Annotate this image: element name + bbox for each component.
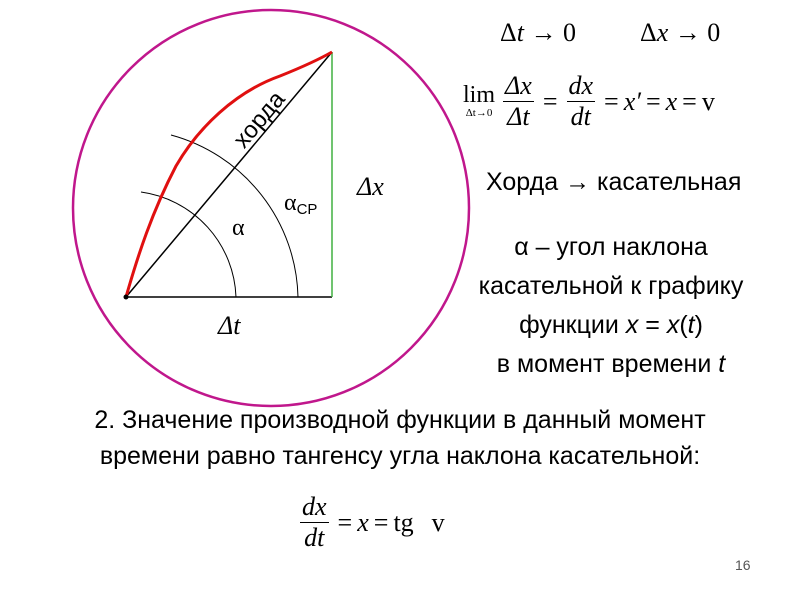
delta-fraction-den: Δt (507, 102, 530, 131)
tangent-formula (296, 494, 445, 551)
alpha-def-t: t (687, 311, 695, 339)
alpha-def-paren-open: ( (679, 311, 688, 339)
alpha-definition (455, 228, 767, 384)
derivative-fraction (567, 73, 596, 130)
alpha-def-prefix: функции (519, 311, 626, 339)
statement-line-2: времени равно тангенсу угла наклона касательной: (99, 442, 701, 470)
derivative-fraction-den: dt (570, 102, 591, 131)
limit-word: lim (463, 81, 496, 108)
tg-fraction (300, 494, 329, 551)
alpha-def-line-3 (455, 306, 767, 345)
alpha-def-moment-t: t (718, 350, 726, 378)
x-dot: x (665, 86, 678, 116)
limit-subscript: Δt→0 (465, 106, 493, 119)
equals-sign-1: = (542, 86, 558, 116)
start-point (124, 295, 129, 300)
alpha-label: α (232, 215, 245, 241)
dx-delta: Δ (640, 18, 657, 47)
derivative-formula (463, 73, 715, 130)
alpha-def-x: x (625, 311, 639, 339)
delta-t-limit (500, 18, 576, 48)
equals-sign-2: = (604, 86, 619, 116)
statement-line-1: 2. Значение производной функции в данный момент (94, 406, 706, 434)
chord-tangent-note: Хорда → касательная (486, 168, 742, 196)
alpha-def-line-4 (455, 345, 767, 384)
delta-fraction (503, 73, 534, 130)
dt-delta: Δ (500, 18, 517, 47)
dt-arrow: → 0 (530, 18, 576, 47)
equals-sign-4: = (682, 86, 697, 116)
alpha-def-line-1: α – угол наклона (514, 233, 708, 261)
dt-var: t (516, 18, 524, 47)
derivative-fraction-num: dx (568, 71, 594, 100)
alpha-average-main: α (284, 190, 297, 216)
alpha-def-xt: x (666, 311, 680, 339)
delta-x-label: Δx (357, 172, 384, 201)
tg-x-dot: x (357, 507, 369, 537)
alpha-def-moment: в момент времени (496, 350, 719, 378)
tg-fraction-num: dx (302, 492, 327, 521)
x-prime: x′ (623, 86, 641, 116)
tg-fraction-den: dt (304, 523, 325, 552)
tg-word: tg (393, 507, 414, 537)
chord-label: хорда (228, 86, 291, 154)
alpha-def-eq: = (638, 311, 667, 339)
dx-arrow: → 0 (674, 18, 721, 47)
tg-velocity: v (431, 507, 445, 537)
tg-equals-2: = (373, 507, 389, 537)
dx-var: x (656, 18, 669, 47)
delta-x-limit (640, 18, 720, 48)
alpha-average-sub: СР (296, 201, 318, 218)
alpha-def-paren-close: ) (694, 311, 703, 339)
equals-sign-3: = (645, 86, 661, 116)
tg-equals-1: = (337, 507, 353, 537)
velocity-symbol: v (701, 86, 715, 116)
alpha-def-line-2: касательной к графику (478, 272, 744, 300)
statement-text (50, 402, 750, 474)
limit-operator (463, 83, 495, 120)
alpha-average-label (284, 190, 317, 218)
delta-fraction-num: Δx (505, 71, 532, 100)
page-number: 16 (735, 557, 751, 573)
delta-t-label: Δt (218, 311, 241, 340)
